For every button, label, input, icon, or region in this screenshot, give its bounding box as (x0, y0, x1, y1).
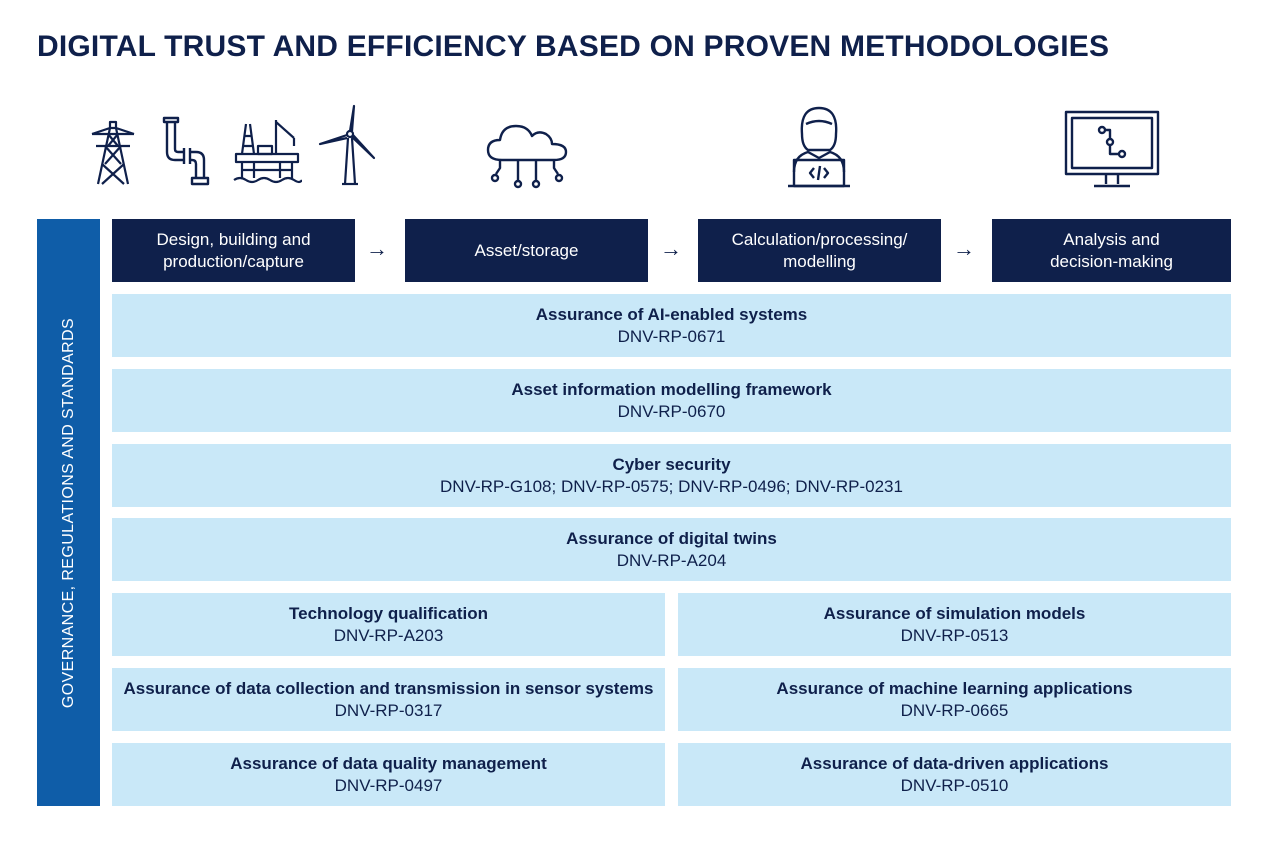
box-code: DNV-RP-0317 (334, 700, 443, 720)
box-code: DNV-RP-0671 (617, 326, 726, 346)
box-code: DNV-RP-0497 (334, 775, 443, 795)
box-title: Assurance of AI-enabled systems (535, 304, 808, 324)
stage-design-building (112, 219, 355, 282)
box-machine-learning-applications (678, 668, 1231, 731)
box-code: DNV-RP-0510 (900, 775, 1009, 795)
box-title: Assurance of data quality management (230, 753, 547, 773)
box-title: Assurance of machine learning applications (776, 678, 1133, 698)
power-pylon-icon (88, 120, 138, 186)
stage-calculation-processing (698, 219, 941, 282)
arrow-icon: → (660, 236, 682, 261)
box-title: Assurance of data collection and transmission in sensor systems (123, 678, 654, 698)
box-code: DNV-RP-0513 (900, 625, 1009, 645)
stage-asset-storage (405, 219, 648, 282)
box-simulation-models (678, 593, 1231, 656)
offshore-platform-icon (232, 118, 302, 186)
box-cyber-security (112, 444, 1231, 507)
box-technology-qualification (112, 593, 665, 656)
arrow-icon: → (953, 236, 975, 261)
box-data-driven-applications (678, 743, 1231, 806)
stage-label: Analysis and decision-making (1050, 229, 1173, 271)
governance-side-bar (37, 219, 100, 806)
box-title: Cyber security (612, 454, 731, 474)
box-data-collection-transmission (112, 668, 665, 731)
box-title: Technology qualification (289, 603, 488, 623)
box-title: Assurance of simulation models (823, 603, 1086, 623)
box-ai-enabled-systems (112, 294, 1231, 357)
monitor-diagram-icon (1064, 110, 1160, 192)
page-title: DIGITAL TRUST AND EFFICIENCY BASED ON PROVEN METHODOLOGIES (37, 30, 1110, 63)
box-code: DNV-RP-A204 (616, 550, 727, 570)
arrow-icon: → (366, 236, 388, 261)
pipe-icon (160, 116, 214, 188)
stage-label: Design, building and production/capture (156, 229, 311, 271)
box-title: Assurance of data-driven applications (800, 753, 1109, 773)
stage-label: Calculation/processing/ modelling (731, 229, 908, 271)
box-code: DNV-RP-0665 (900, 700, 1009, 720)
box-code: DNV-RP-G108; DNV-RP-0575; DNV-RP-0496; DNV-RP-0231 (440, 476, 903, 496)
governance-label: GOVERNANCE, REGULATIONS AND STANDARDS (59, 317, 77, 708)
stage-analysis-decision (992, 219, 1231, 282)
person-coding-icon (784, 102, 854, 190)
box-data-quality-management (112, 743, 665, 806)
cloud-network-icon (484, 118, 570, 190)
box-code: DNV-RP-A203 (333, 625, 444, 645)
box-code: DNV-RP-0670 (617, 401, 726, 421)
box-title: Asset information modelling framework (511, 379, 832, 399)
box-asset-information-modelling (112, 369, 1231, 432)
stage-label: Asset/storage (474, 240, 579, 260)
box-digital-twins (112, 518, 1231, 581)
wind-turbine-icon (318, 104, 378, 188)
box-title: Assurance of digital twins (566, 528, 777, 548)
